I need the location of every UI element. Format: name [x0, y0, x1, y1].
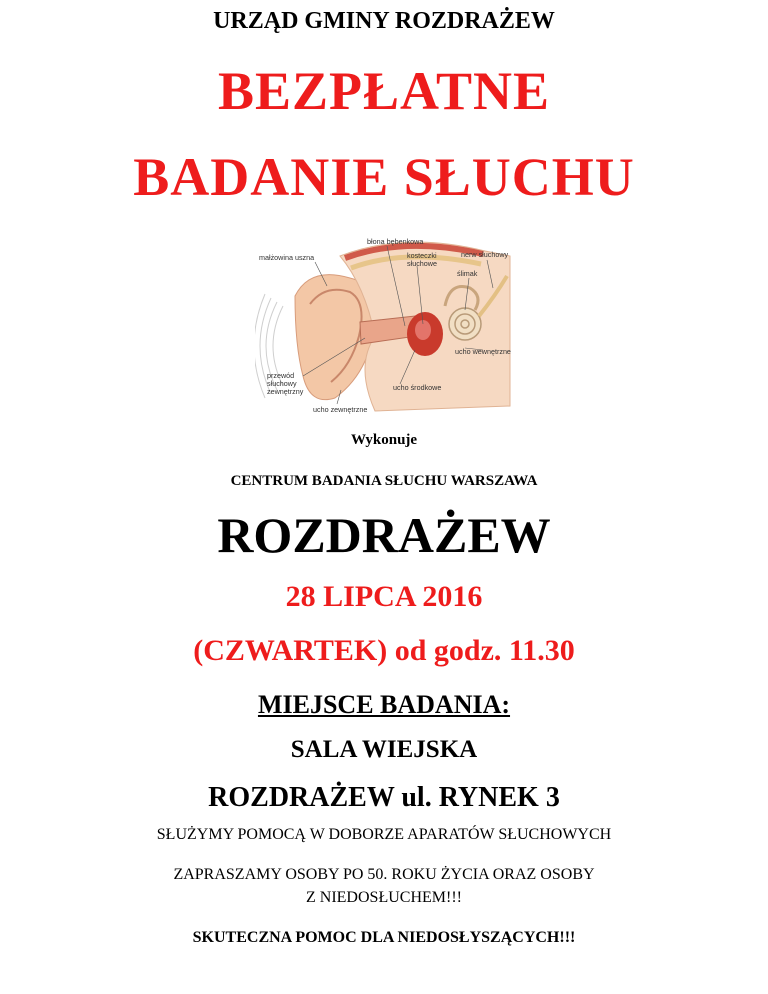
invite-line-2: Z NIEDOSŁUCHEM!!!: [306, 889, 462, 906]
closing-slogan: SKUTECZNA POMOC DLA NIEDOSŁYSZĄCYCH!!!: [192, 929, 576, 946]
label-ear-canal-2: słuchowy: [267, 379, 297, 388]
label-eardrum: błona bębenkowa: [367, 237, 424, 246]
provider-name: CENTRUM BADANIA SŁUCHU WARSZAWA: [230, 473, 538, 489]
venue-name: SALA WIEJSKA: [290, 736, 478, 763]
place-heading: MIEJSCE BADANIA:: [257, 690, 511, 719]
label-outer-ear: ucho zewnętrzne: [313, 405, 368, 414]
label-auditory-nerve: nerw słuchowy: [461, 250, 509, 259]
ear-anatomy-diagram: [255, 226, 525, 418]
help-line: SŁUŻYMY POMOCĄ W DOBORZE APARATÓW SŁUCHOWYCH: [156, 826, 612, 843]
event-date: 28 LIPCA 2016: [285, 580, 483, 613]
title-hearing-test: BADANIE SŁUCHU: [133, 147, 635, 207]
performed-by-label: Wykonuje: [350, 432, 418, 448]
label-ear-canal-3: zewnętrzny: [267, 387, 304, 396]
label-ossicles-2: słuchowe: [407, 259, 437, 268]
venue-address: ROZDRAŻEW ul. RYNEK 3: [208, 782, 560, 813]
town-name: ROZDRAŻEW: [217, 507, 551, 563]
office-name: URZĄD GMINY ROZDRAŻEW: [213, 8, 555, 34]
label-inner-ear: ucho wewnętrzne: [455, 347, 511, 356]
label-auricle: małżowina uszna: [259, 253, 315, 262]
label-cochlea: ślimak: [457, 269, 478, 278]
label-ossicles-1: kosteczki: [407, 251, 437, 260]
invite-line-1: ZAPRASZAMY OSOBY PO 50. ROKU ŻYCIA ORAZ OSOBY: [173, 866, 595, 883]
label-middle-ear: ucho środkowe: [393, 383, 442, 392]
event-weekday-time: (CZWARTEK) od godz. 11.30: [193, 634, 575, 667]
label-ear-canal-1: przewód: [267, 371, 295, 380]
title-free: BEZPŁATNE: [217, 61, 551, 121]
